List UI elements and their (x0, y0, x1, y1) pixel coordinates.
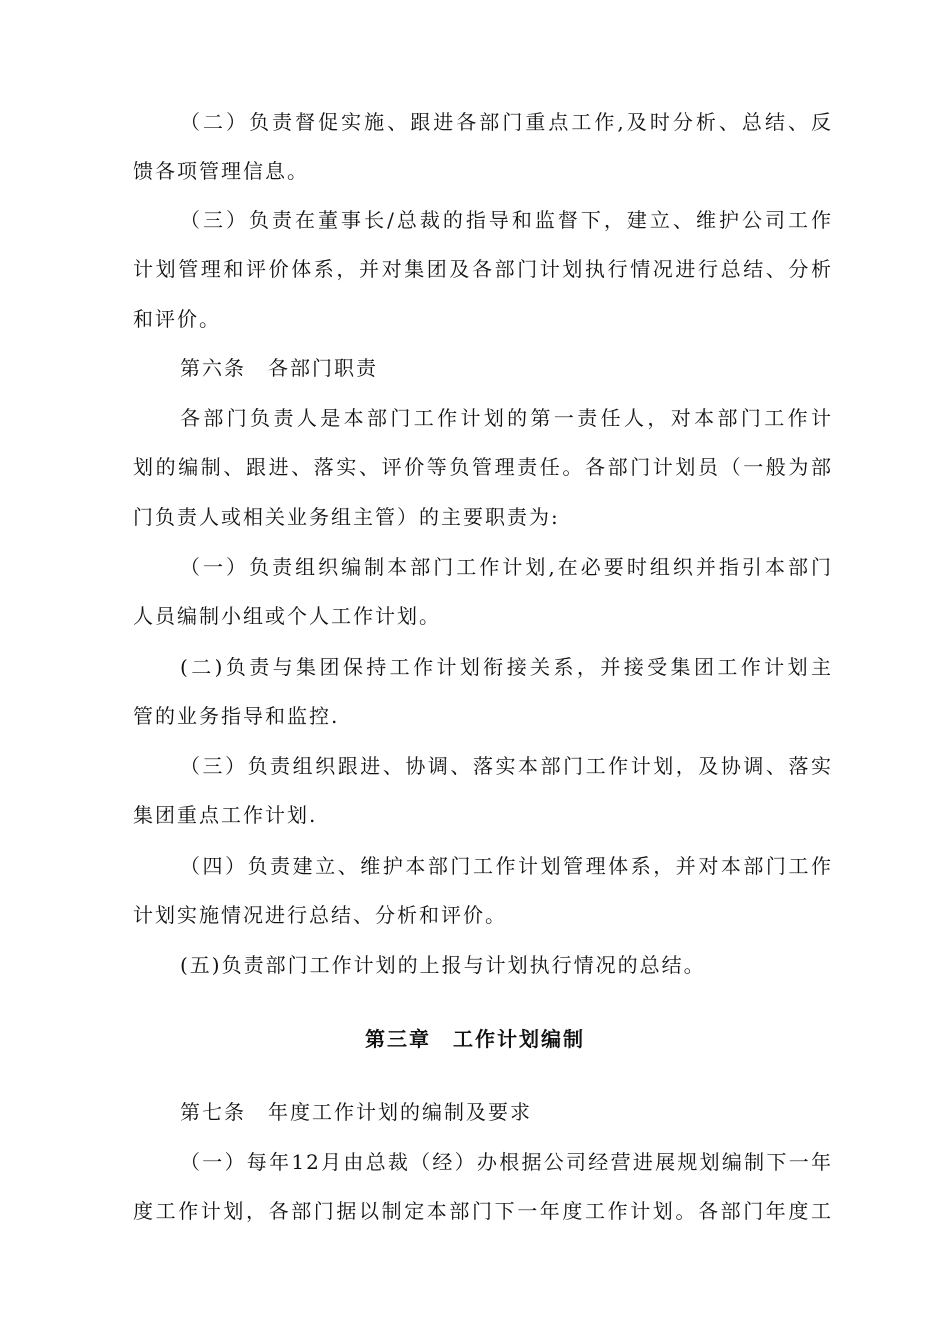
paragraph-line: （三）负责组织跟进、协调、落实本部门工作计划，及协调、落实 (180, 754, 833, 778)
paragraph-line: 人员编制小组或个人工作计划。 (133, 604, 441, 628)
chapter-heading: 第三章 工作计划编制 (365, 1027, 585, 1051)
paragraph-line: (五)负责部门工作计划的上报与计划执行情况的总结。 (180, 953, 706, 977)
paragraph-line: (二)负责与集团保持工作计划衔接关系，并接受集团工作计划主 (180, 655, 833, 679)
paragraph-line: 集团重点工作计划. (133, 803, 318, 827)
paragraph-line: 度工作计划，各部门据以制定本部门下一年度工作计划。各部门年度工 (133, 1199, 833, 1223)
paragraph-line: （二）负责督促实施、跟进各部门重点工作,及时分析、总结、反 (180, 110, 833, 134)
paragraph-line: （一）负责组织编制本部门工作计划,在必要时组织并指引本部门 (180, 555, 833, 579)
paragraph-line: 管的业务指导和监控. (133, 704, 340, 728)
paragraph-line: 划的编制、跟进、落实、评价等负管理责任。各部门计划员（一般为部 (133, 455, 833, 479)
paragraph-line: 和评价。 (133, 307, 221, 331)
paragraph-line: （三）负责在董事长/总裁的指导和监督下，建立、维护公司工作 (180, 208, 833, 232)
paragraph-line: 计划实施情况进行总结、分析和评价。 (133, 903, 507, 927)
paragraph-line: 门负责人或相关业务组主管）的主要职责为: (133, 505, 560, 529)
paragraph-line: 馈各项管理信息。 (133, 159, 309, 183)
article-title: 第六条 各部门职责 (180, 356, 378, 380)
paragraph-line: （一）每年12月由总裁（经）办根据公司经营进展规划编制下一年 (180, 1150, 833, 1174)
paragraph-line: 计划管理和评价体系，并对集团及各部门计划执行情况进行总结、分析 (133, 257, 833, 281)
paragraph-line: 各部门负责人是本部门工作计划的第一责任人，对本部门工作计 (180, 406, 833, 430)
paragraph-line: （四）负责建立、维护本部门工作计划管理体系，并对本部门工作 (180, 854, 833, 878)
article-title: 第七条 年度工作计划的编制及要求 (180, 1100, 532, 1124)
